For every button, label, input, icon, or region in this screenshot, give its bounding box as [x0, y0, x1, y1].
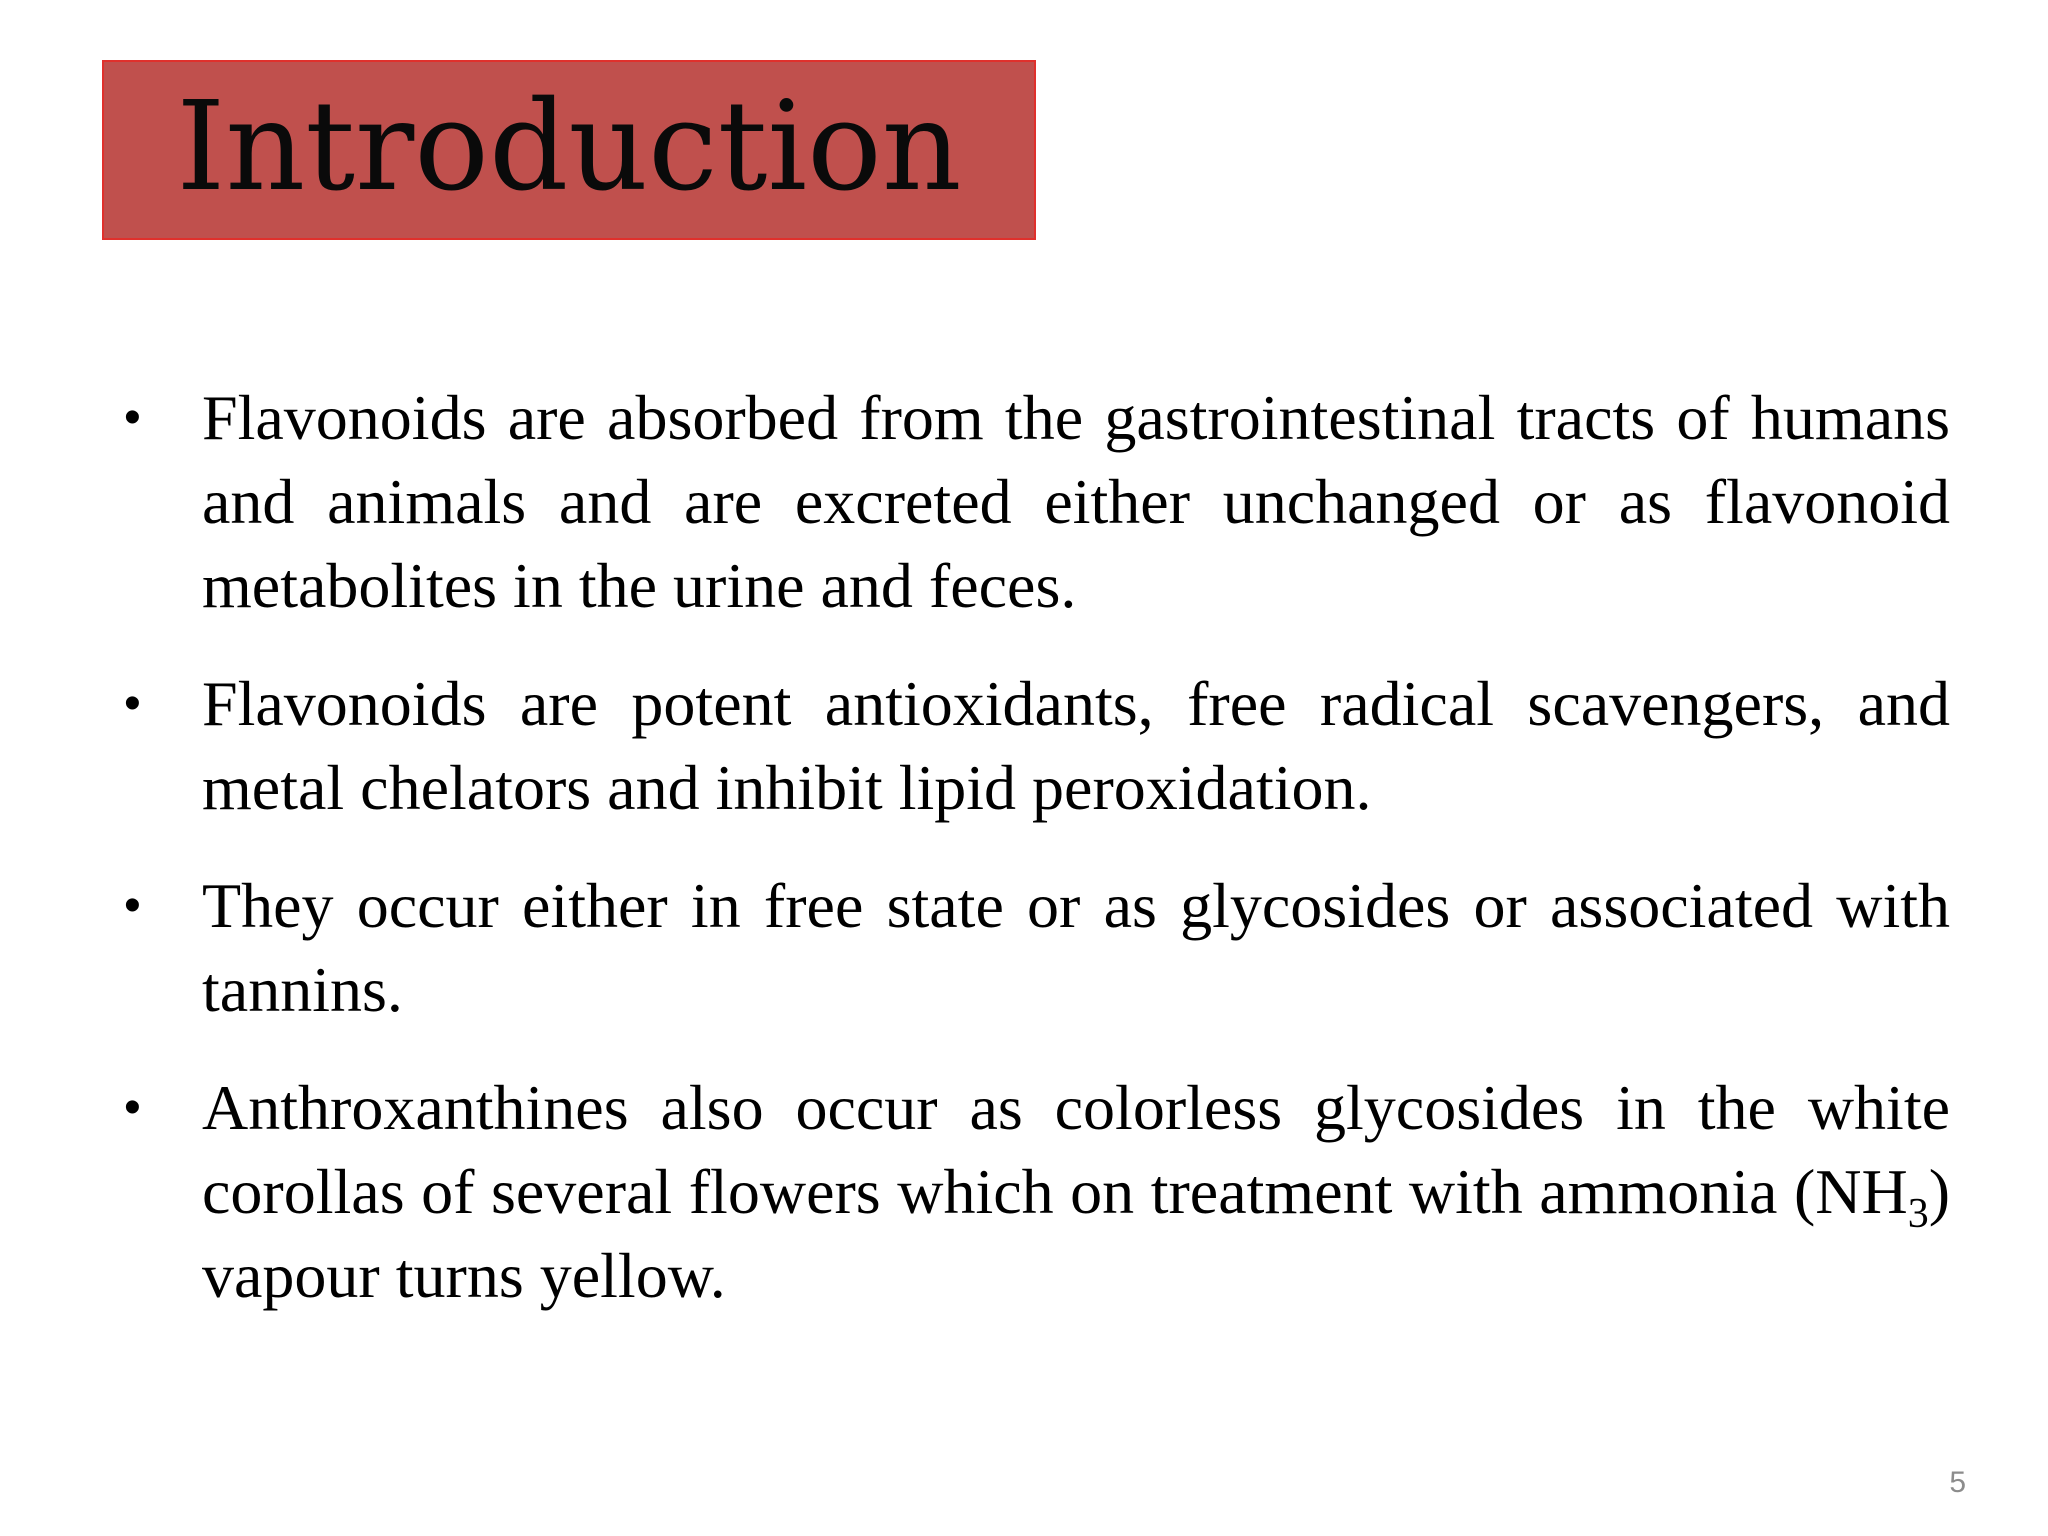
bullet-item-anthroxanthines — [120, 1066, 1950, 1318]
title-banner — [102, 60, 1036, 240]
bullet-icon: • — [124, 1081, 141, 1134]
bullet-text — [202, 1066, 1950, 1318]
bullet-item-absorption — [120, 376, 1950, 628]
bullet-list — [120, 376, 1950, 1352]
bullet-icon: • — [124, 879, 141, 932]
bullet-text-before: Anthroxanthines also occur as colorless glycosides in the white corollas of several flowers which on treatment with ammonia (NH — [202, 1072, 1950, 1227]
page-number: 5 — [1949, 1466, 1966, 1499]
bullet-text: They occur either in free state or as glycosides or associated with tannins. — [202, 870, 1950, 1025]
bullet-item-occurrence — [120, 864, 1950, 1032]
bullet-icon: • — [124, 391, 141, 444]
subscript-3: 3 — [1907, 1191, 1929, 1237]
slide-title: Introduction — [176, 75, 962, 219]
bullet-text: Flavonoids are absorbed from the gastrointestinal tracts of humans and animals and are excreted either unchanged or as flavonoid metabolites in the urine and feces. — [202, 382, 1950, 621]
bullet-item-antioxidants — [120, 662, 1950, 830]
bullet-icon: • — [124, 677, 141, 730]
bullet-text-after: ) vapour turns yellow. — [202, 1156, 1950, 1311]
bullet-text: Flavonoids are potent antioxidants, free radical scavengers, and metal chelators and inhibit lipid peroxidation. — [202, 668, 1950, 823]
